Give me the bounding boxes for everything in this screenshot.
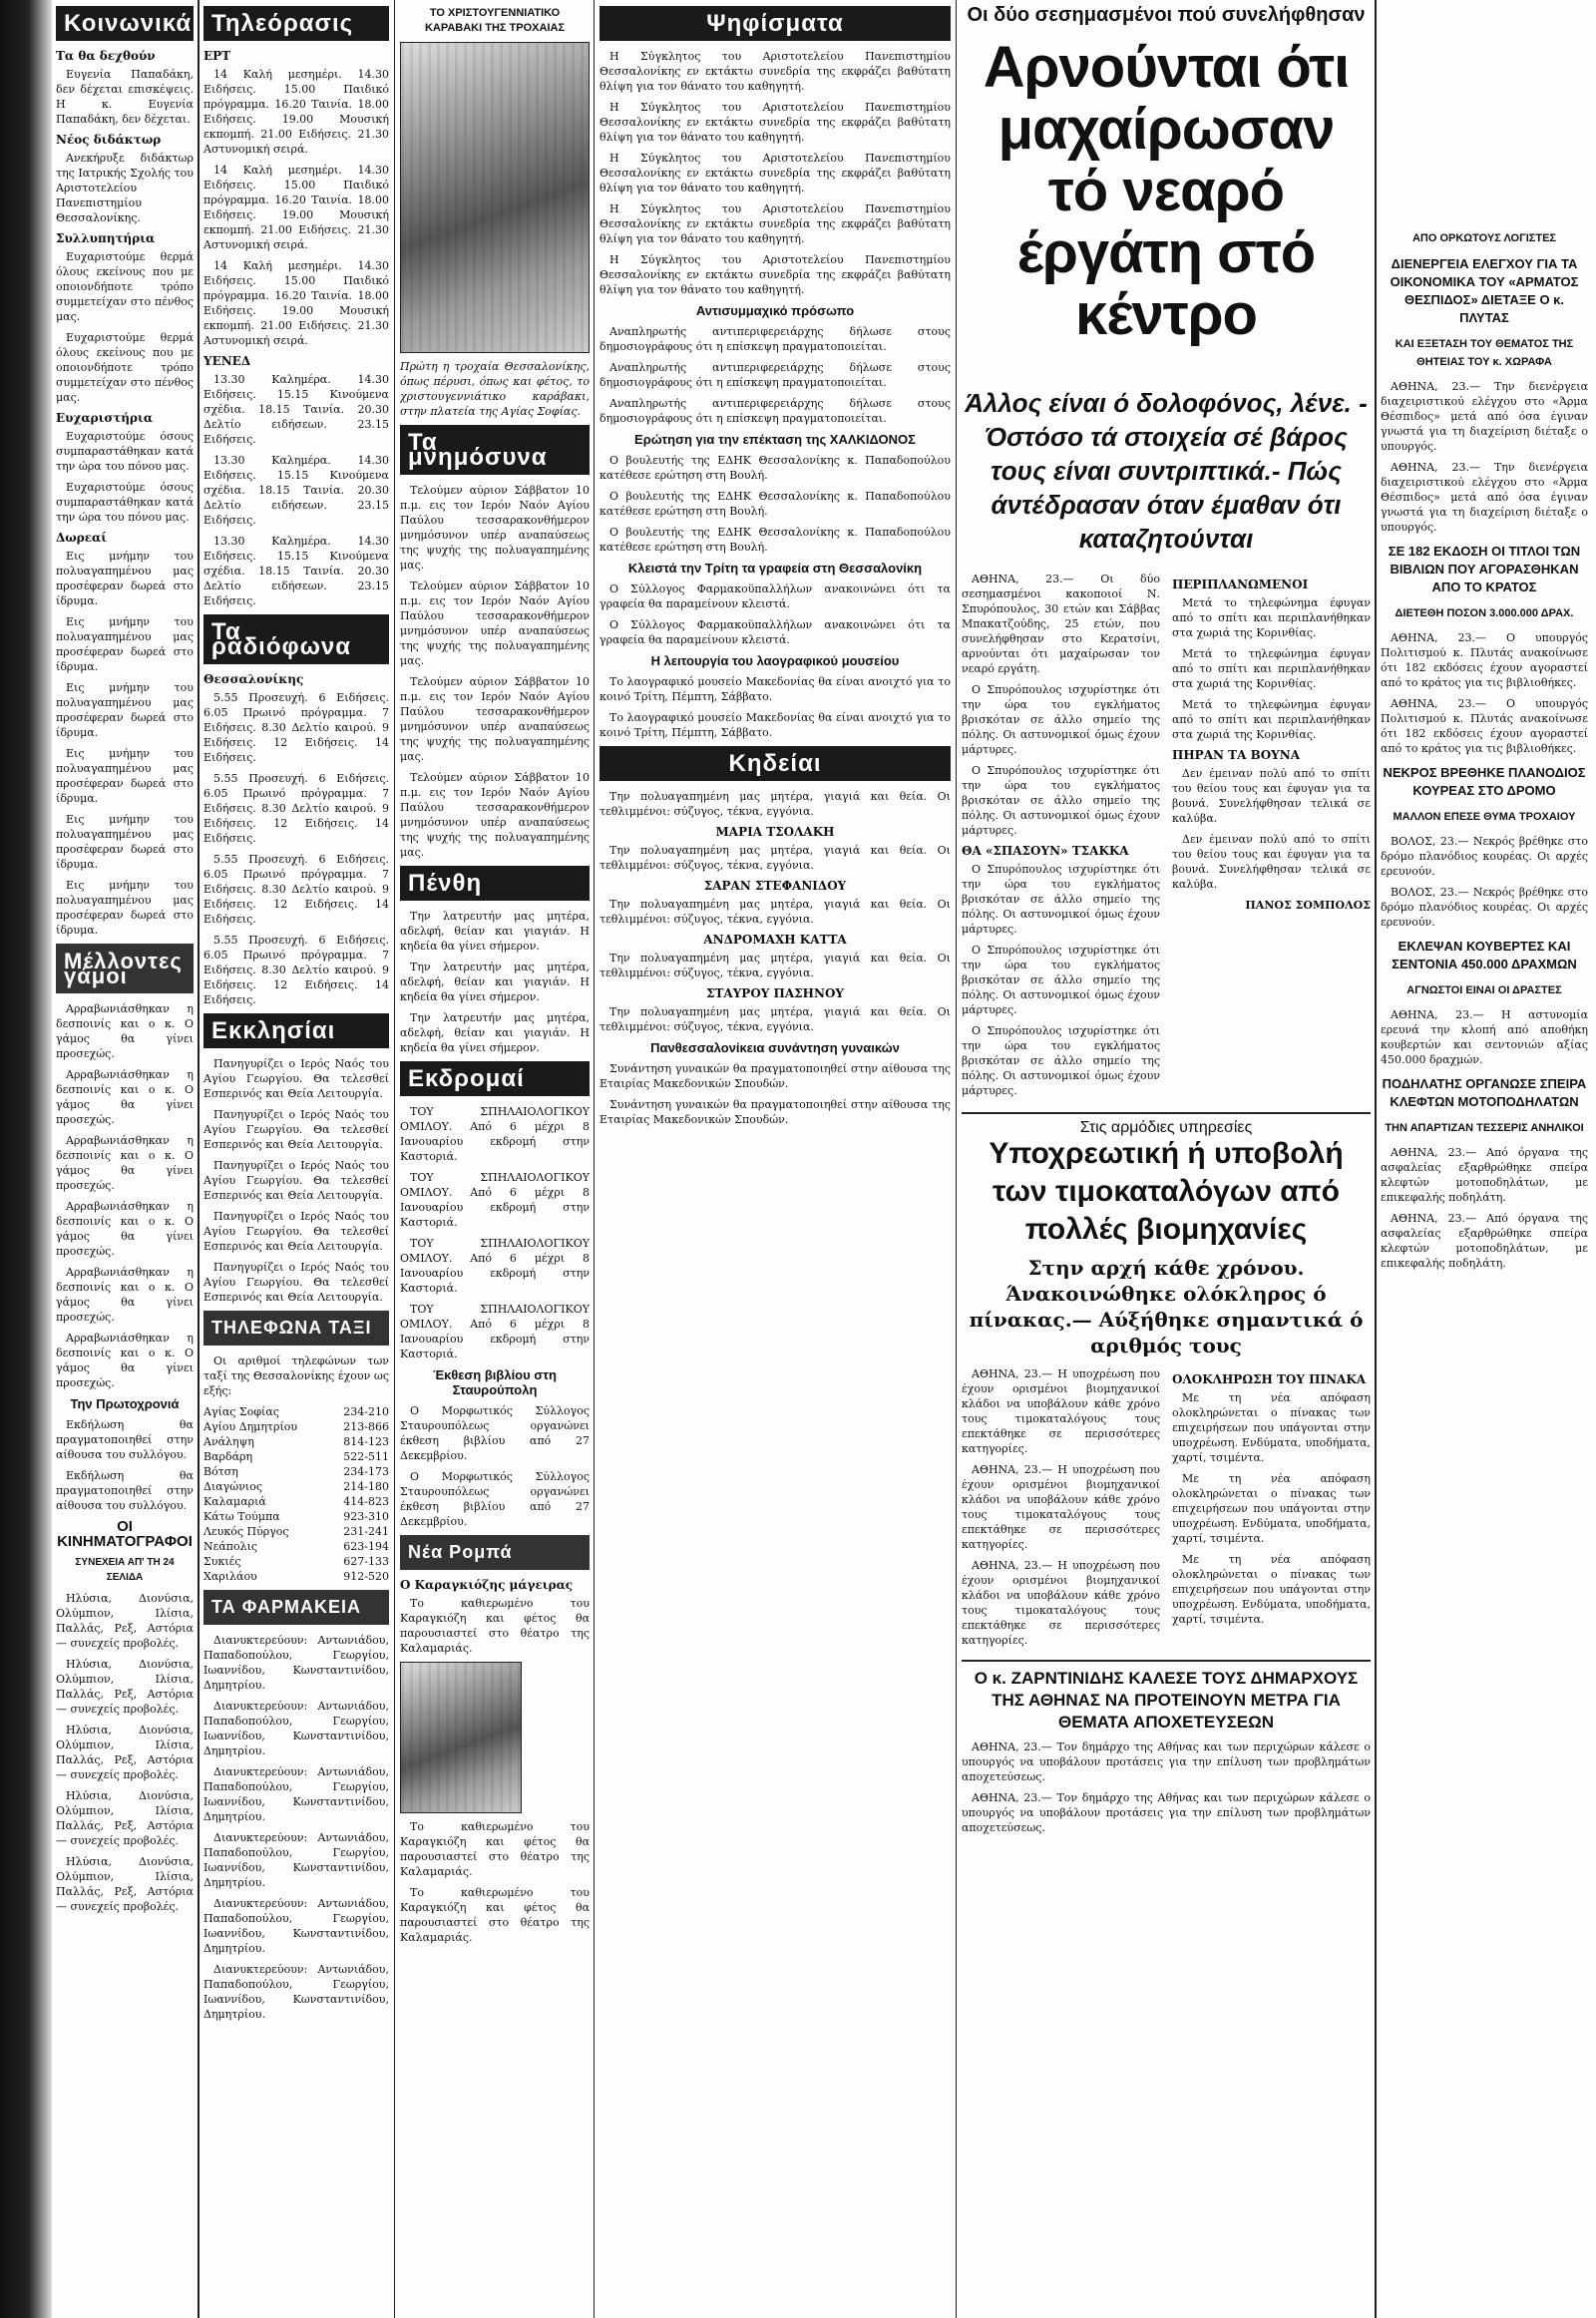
filler-text: Ο Σπυρόπουλος ισχυρίστηκε ότι την ώρα του εγκλήματος βρισκόταν σε άλλο σημείο της πόλης. Οι αστυνομικοί όμως έχουν μάρτυρες. bbox=[962, 764, 1160, 837]
mid-kicker: Στις αρμόδιες υπηρεσίες bbox=[1079, 1119, 1253, 1136]
filler-text: ΑΘΗΝΑ, 23.— Από όργανα της ασφαλείας εξαρθρώθηκε σπείρα κλεφτών μοτοποδηλάτων, με επικεφαλής ποδηλάτη. bbox=[1381, 1212, 1588, 1270]
sidebar-headline-1: ΔΙΕΝΕΡΓΕΙΑ ΕΛΕΓΧΟΥ ΓΙΑ ΤΑ ΟΙΚΟΝΟΜΙΚΑ ΤΟΥ «ΑΡΜΑΤΟΣ ΘΕΣΠΙΔΟΣ» ΔΙΕΤΑΞΕ Ο κ. ΠΛΥΤΑΣ bbox=[1390, 256, 1579, 325]
sidebar-headline-3: ΝΕΚΡΟΣ ΒΡΕΘΗΚΕ ΠΛΑΝΟΔΙΟΣ ΚΟΥΡΕΑΣ ΣΤΟ ΔΡΟΜΟ bbox=[1383, 765, 1586, 798]
filler-text: 5.55 Προσευχή. 6 Ειδήσεις. 6.05 Πρωινό πρόγραμμα. 7 Ειδήσεις. 8.30 Δελτίο καιρού. 9 Ειδήσεις. 12 Ειδήσεις. 14 Ειδήσεις. bbox=[203, 934, 389, 1006]
column-rule bbox=[1375, 0, 1377, 2318]
sidebar-text-2: ΑΘΗΝΑ, 23.— Ο υπουργός Πολιτισμού κ. Πλυτάς ανακοίνωσε ότι 182 εκδόσεις έχουν αγοραστεί από το κράτος για τις βιβλιοθήκες. bbox=[1381, 631, 1588, 689]
section-header-memorials: Τα μνημόσυνα bbox=[400, 425, 590, 475]
sidebar-sub-5: ΤΗΝ ΑΠΑΡΤΙΖΑΝ ΤΕΣΣΕΡΙΣ ΑΝΗΛΙΚΟΙ bbox=[1385, 1122, 1584, 1134]
filler-text: Την πολυαγαπημένη μας μητέρα, γιαγιά και θεία. Οι τεθλιμμένοι: σύζυγος, τέκνα, εγγόνια. bbox=[599, 952, 951, 979]
filler-text: Εις μνήμην του πολυαγαπημένου μας προσέφεραν δωρεά στο ίδρυμα. bbox=[56, 813, 194, 871]
mid-headline: Υποχρεωτική ή υποβολή των τιμοκαταλόγων από πολλές βιομηχανίες bbox=[989, 1137, 1344, 1246]
karagiozis-figure bbox=[400, 1662, 522, 1813]
donations-title: Δωρεαί bbox=[56, 531, 108, 545]
taxi-intro: Οι αριθμοί τηλεφώνων των ταξί της Θεσσαλονίκης έχουν ως εξής: bbox=[203, 1354, 389, 1397]
condolences-title: Συλλυπητήρια bbox=[56, 231, 156, 245]
section-header-excursions: Εκδρομαί bbox=[400, 1061, 590, 1096]
new-teacher-title: Νέος διδάκτωρ bbox=[56, 133, 162, 147]
filler-text: Αρραβωνιάσθηκαν η δεσποινίς και ο κ. Ο γάμος θα γίνει προσεχώς. bbox=[56, 1134, 194, 1192]
filler-text: Την πολυαγαπημένη μας μητέρα, γιαγιά και θεία. Οι τεθλιμμένοι: σύζυγος, τέκνα, εγγόνια. bbox=[599, 898, 951, 926]
filler-text: Τελούμεν αύριον Σάββατον 10 π.μ. εις τον Ιερόν Ναόν Αγίου Παύλου τεσσαρακονθήμερον μνημόσυνον υπέρ αναπαύσεως της ψυχής της πολυαγαπημένης μας. bbox=[400, 675, 590, 763]
lead-kicker: Οι δύο σεσημασμένοι πού συνελήφθησαν bbox=[967, 4, 1366, 26]
list-item: Αγίου Δημητρίου 213-866 bbox=[203, 1420, 389, 1433]
column-rule bbox=[594, 0, 595, 2318]
filler-text: Εκδήλωση θα πραγματοποιηθεί στην αίθουσα του συλλόγου. bbox=[56, 1469, 194, 1512]
question-text: Ο βουλευτής της ΕΔΗΚ Θεσσαλονίκης κ. Παπαδοπούλου κατέθεσε ερώτηση στη Βουλή. bbox=[599, 454, 951, 482]
lead-body-3: Δεν έμειναν πολύ από το σπίτι του θείου τους και έφυγαν για τα βουνά. Συνελήφθησαν τελικά σε καλύβα. bbox=[1172, 767, 1371, 825]
footer-text: ΑΘΗΝΑ, 23.— Τον δημάρχο της Αθήνας και των περιχώρων κάλεσε ο υπουργός να υποβάλουν προτάσεις για την επίλυση των προβλημάτων αποχετεύσεως. bbox=[962, 1740, 1371, 1783]
deceased-name: ΣΑΡΑΝ ΣΤΕΦΑΝΙΔΟΥ bbox=[703, 879, 847, 893]
filler-text: Αρραβωνιάσθηκαν η δεσποινίς και ο κ. Ο γάμος θα γίνει προσεχώς. bbox=[56, 1332, 194, 1389]
sidebar-text-4: ΑΘΗΝΑ, 23.— Η αστυνομία ερευνά την κλοπή από αποθήκη κουβερτών και σεντονιών αξίας 450.000 δραχμών. bbox=[1381, 1008, 1588, 1066]
filler-text: Ο Σύλλογος Φαρμακοϋπαλλήλων ανακοινώνει ότι τα γραφεία θα παραμείνουν κλειστά. bbox=[599, 618, 951, 646]
filler-text: Ο Σπυρόπουλος ισχυρίστηκε ότι την ώρα του εγκλήματος βρισκόταν σε άλλο σημείο της πόλης. Οι αστυνομικοί όμως έχουν μάρτυρες. bbox=[962, 944, 1160, 1016]
filler-text: ΑΘΗΝΑ, 23.— Η υποχρέωση που έχουν ορισμένοι βιομηχανικοί κλάδοι να υποβάλουν κάθε χρόνο τους τιμοκαταλόγους τους επεκτάθηκε σε περισσότερες κατηγορίες. bbox=[962, 1559, 1160, 1647]
column-3 bbox=[400, 0, 590, 2314]
christmas-boat-photo bbox=[400, 42, 590, 353]
filler-text: Την λατρευτήν μας μητέρα, αδελφή, θείαν και γιαγιάν. Η κηδεία θα γίνει σήμερον. bbox=[400, 1011, 590, 1054]
tv-listing: 14 Καλή μεσημέρι. 14.30 Ειδήσεις. 15.00 Παιδικό πρόγραμμα. 16.20 Ταινία. 18.00 Ειδήσεις. 19.00 Μουσική εκπομπή. 21.00 Ειδήσεις. 21.30 Αστυνομική σειρά. bbox=[203, 68, 389, 156]
filler-text: Ηλύσια, Διονύσια, Ολύμπιον, Ιλίσια, Παλλάς, Ρεξ, Αστόρια — συνεχείς προβολές. bbox=[56, 1855, 194, 1913]
list-item: Διαγώνιος 214-180 bbox=[203, 1480, 389, 1493]
sidebar-sub-4: ΑΓΝΩΣΤΟΙ ΕΙΝΑΙ ΟΙ ΔΡΑΣΤΕΣ bbox=[1406, 984, 1562, 996]
section-header-social: Κοινωνικά bbox=[56, 6, 194, 41]
funerals-text: Την πολυαγαπημένη μας μητέρα, γιαγιά και θεία. Οι τεθλιμμένοι: σύζυγος, τέκνα, εγγόνια. bbox=[599, 790, 951, 818]
mourning-text: Την λατρευτήν μας μητέρα, αδελφή, θείαν και γιαγιάν. Η κηδεία θα γίνει σήμερον. bbox=[400, 910, 590, 953]
lead-subhead-2: ΠΕΡΙΠΛΑΝΩΜΕΝΟΙ bbox=[1172, 578, 1309, 591]
protochronia-text: Εκδήλωση θα πραγματοποιηθεί στην αίθουσα του συλλόγου. bbox=[56, 1418, 194, 1461]
filler-text: Διανυκτερεύουν: Αντωνιάδου, Παπαδοπούλου, Γεωργίου, Ιωαννίδου, Κωνσταντινίδου, Δημητρίου. bbox=[203, 1765, 389, 1823]
karagiozis-title: Ο Καραγκιόζης μάγειρας bbox=[400, 1578, 574, 1592]
column-5-lead bbox=[962, 0, 1371, 2314]
filler-text: ΑΘΗΝΑ, 23.— Η υποχρέωση που έχουν ορισμένοι βιομηχανικοί κλάδοι να υποβάλουν κάθε χρόνο τους τιμοκαταλόγους τους επεκτάθηκε σε περισσότερες κατηγορίες. bbox=[962, 1463, 1160, 1551]
filler-text: Η Σύγκλητος του Αριστοτελείου Πανεπιστημίου Θεσσαλονίκης εν εκτάκτω συνεδρία της εκφράζει βαθύτατη θλίψη για τον θάνατο του καθηγητή. bbox=[599, 101, 951, 144]
filler-text: Ο βουλευτής της ΕΔΗΚ Θεσσαλονίκης κ. Παπαδοπούλου κατέθεσε ερώτηση στη Βουλή. bbox=[599, 490, 951, 518]
cinema-text: Ηλύσια, Διονύσια, Ολύμπιον, Ιλίσια, Παλλάς, Ρεξ, Αστόρια — συνεχείς προβολές. bbox=[56, 1592, 194, 1650]
mid-deck: Στην αρχή κάθε χρόνου. Άνακοινώθηκε ολόκληρος ό πίνακας.— Αύξήθηκε σημαντικά ό αριθμός τους bbox=[969, 1256, 1364, 1357]
question-title: Ερώτηση για την επέκταση της ΧΑΛΚΙΔΟΝΟΣ bbox=[634, 432, 916, 447]
filler-text: Αρραβωνιάσθηκαν η δεσποινίς και ο κ. Ο γάμος θα γίνει προσεχώς. bbox=[56, 1068, 194, 1126]
meeting-text: Αναπληρωτής αντιπεριφερειάρχης δήλωσε στους δημοσιογράφους ότι η επίσκεψη πραγματοποιείται. bbox=[599, 325, 951, 353]
sidebar-sub-1: ΚΑΙ ΕΞΕΤΑΣΗ ΤΟΥ ΘΕΜΑΤΟΣ ΤΗΣ ΘΗΤΕΙΑΣ ΤΟΥ κ. ΧΩΡΑΦΑ bbox=[1395, 338, 1574, 368]
filler-text: Τελούμεν αύριον Σάββατον 10 π.μ. εις τον Ιερόν Ναόν Αγίου Παύλου τεσσαρακονθήμερον μνημόσυνον υπέρ αναπαύσεως της ψυχής της πολυαγαπημένης μας. bbox=[400, 771, 590, 859]
filler-text: Ο βουλευτής της ΕΔΗΚ Θεσσαλονίκης κ. Παπαδοπούλου κατέθεσε ερώτηση στη Βουλή. bbox=[599, 526, 951, 554]
cinema-subheader: ΣΥΝΕΧΕΙΑ ΑΠ' ΤΗ 24 ΣΕΛΙΔΑ bbox=[75, 1557, 175, 1583]
photo-title: ΤΟ ΧΡΙΣΤΟΥΓΕΝΝΙΑΤΙΚΟ ΚΑΡΑΒΑΚΙ ΤΗΣ ΤΡΟΧΑΙΑΣ bbox=[424, 7, 566, 34]
filler-text: Η Σύγκλητος του Αριστοτελείου Πανεπιστημίου Θεσσαλονίκης εν εκτάκτω συνεδρία της εκφράζει βαθύτατη θλίψη για τον θάνατο του καθηγητή. bbox=[599, 152, 951, 194]
filler-text: Εις μνήμην του πολυαγαπημένου μας προσέφεραν δωρεά στο ίδρυμα. bbox=[56, 879, 194, 937]
closing-title: Κλειστά την Τρίτη τα γραφεία στη Θεσσαλονίκη bbox=[627, 561, 923, 576]
filler-text: Αρραβωνιάσθηκαν η δεσποινίς και ο κ. Ο γάμος θα γίνει προσεχώς. bbox=[56, 1266, 194, 1324]
list-item: Κάτω Τούμπα 923-310 bbox=[203, 1510, 389, 1523]
yened-channel: ΥΕΝΕΔ bbox=[203, 354, 251, 368]
column-rule bbox=[394, 0, 395, 2318]
protochronia-title: Την Πρωτοχρονιά bbox=[70, 1396, 180, 1411]
meeting-title: Αντισυμμαχικό πρόσωπο bbox=[695, 303, 855, 318]
filler-text: Ηλύσια, Διονύσια, Ολύμπιον, Ιλίσια, Παλλάς, Ρεξ, Αστόρια — συνεχείς προβολές. bbox=[56, 1789, 194, 1847]
filler-text: Την πολυαγαπημένη μας μητέρα, γιαγιά και θεία. Οι τεθλιμμένοι: σύζυγος, τέκνα, εγγόνια. bbox=[599, 844, 951, 872]
lead-body-2: Μετά το τηλεφώνημα έφυγαν από το σπίτι και περιπλανήθηκαν στα χωριά της Κορινθίας. bbox=[1172, 596, 1371, 639]
mid-article bbox=[962, 1112, 1371, 1654]
lead-deck: Άλλος είναι ό δολοφόνος, λένε. - Όστόσο τά στοιχεία σέ βάρος τους είναι συντριπτικά.- Πώς άντέδρασαν όταν έμαθαν ότι καταζητούνται bbox=[965, 388, 1368, 554]
filler-text: Το λαογραφικό μουσείο Μακεδονίας θα είναι ανοιχτό για το κοινό Τρίτη, Πέμπτη, Σάββατο. bbox=[599, 711, 951, 739]
book-fair-title: Έκθεση βιβλίου στη Σταυρούπολη bbox=[433, 1367, 557, 1397]
deceased-name: ΣΤΑΥΡΟΥ ΠΑΣΗΝΟΥ bbox=[706, 986, 844, 1000]
filler-text: Διανυκτερεύουν: Αντωνιάδου, Παπαδοπούλου, Γεωργίου, Ιωαννίδου, Κωνσταντινίδου, Δημητρίου. bbox=[203, 1831, 389, 1889]
thanks-title: Ευχαριστήρια bbox=[56, 411, 154, 425]
filler-text: Εις μνήμην του πολυαγαπημένου μας προσέφεραν δωρεά στο ίδρυμα. bbox=[56, 615, 194, 673]
column-4 bbox=[599, 0, 951, 2314]
list-item: Νεάπολις 623-194 bbox=[203, 1540, 389, 1553]
church-text: Πανηγυρίζει ο Ιερός Ναός του Αγίου Γεωργίου. Θα τελεσθεί Εσπερινός και Θεία Λειτουργία. bbox=[203, 1057, 389, 1100]
filler-text: Εις μνήμην του πολυαγαπημένου μας προσέφεραν δωρεά στο ίδρυμα. bbox=[56, 747, 194, 805]
section-header-decrees: Ψηφίσματα bbox=[599, 6, 951, 41]
cinema-header: ΟΙ ΚΙΝΗΜΑΤΟΓΡΑΦΟΙ bbox=[57, 1518, 193, 1550]
list-item: Χαριλάου 912-520 bbox=[203, 1570, 389, 1583]
radio-listing: 5.55 Προσευχή. 6 Ειδήσεις. 6.05 Πρωινό πρόγραμμα. 7 Ειδήσεις. 8.30 Δελτίο καιρού. 9 Ειδήσεις. 12 Ειδήσεις. 14 Ειδήσεις. bbox=[203, 691, 389, 764]
mid-subhead: ΟΛΟΚΛΗΡΩΣΗ ΤΟΥ ΠΙΝΑΚΑ bbox=[1172, 1372, 1367, 1386]
filler-text: ΑΘΗΝΑ, 23.— Ο υπουργός Πολιτισμού κ. Πλυτάς ανακοίνωσε ότι 182 εκδόσεις έχουν αγοραστεί από το κράτος για τις βιβλιοθήκες. bbox=[1381, 697, 1588, 755]
filler-text: 13.30 Καλημέρα. 14.30 Ειδήσεις. 15.15 Κινούμενα σχέδια. 18.15 Ταινία. 20.30 Δελτίο ειδήσεων. 23.15 Ειδήσεις. bbox=[203, 454, 389, 527]
footer-headline: Ο κ. ΖΑΡΝΤΙΝΙΔΗΣ ΚΑΛΕΣΕ ΤΟΥΣ ΔΗΜΑΡΧΟΥΣ ΤΗΣ ΑΘΗΝΑΣ ΝΑ ΠΡΟΤΕΙΝΟΥΝ ΜΕΤΡΑ ΓΙΑ ΘΕΜΑΤΑ ΑΠΟΧΕΤΕΥΣΕΩΝ bbox=[974, 1669, 1359, 1732]
list-item: Αγίας Σοφίας 234-210 bbox=[203, 1405, 389, 1418]
filler-text: ΑΘΗΝΑ, 23.— Τον δημάρχο της Αθήνας και των περιχώρων κάλεσε ο υπουργός να υποβάλουν προτάσεις για την επίλυση των προβλημάτων αποχετεύσεως. bbox=[962, 1791, 1371, 1834]
filler-text: Πανηγυρίζει ο Ιερός Ναός του Αγίου Γεωργίου. Θα τελεσθεί Εσπερινός και Θεία Λειτουργία. bbox=[203, 1261, 389, 1304]
book-fair-text: Ο Μορφωτικός Σύλλογος Σταυρουπόλεως οργανώνει έκθεση βιβλίου από 27 Δεκεμβρίου. bbox=[400, 1404, 590, 1462]
filler-text: Αναπληρωτής αντιπεριφερειάρχης δήλωσε στους δημοσιογράφους ότι η επίσκεψη πραγματοποιείται. bbox=[599, 397, 951, 425]
section-header-funerals: Κηδείαι bbox=[599, 746, 951, 781]
section-header-tv: Τηλεόρασις bbox=[203, 6, 389, 41]
photo-caption: Πρώτη η τροχαία Θεσσαλονίκης, όπως πέρυσι, όπως και φέτος, το χριστουγεννιάτικο καράβακι, στην πλατεία της Αγίας Σοφίας. bbox=[400, 360, 590, 418]
list-item: Ανάληψη 814-123 bbox=[203, 1435, 389, 1448]
filler-text: Ευχαριστούμε όσους συμπαραστάθηκαν κατά την ώρα του πόνου μας. bbox=[56, 481, 194, 524]
mid-body-2: Με τη νέα απόφαση ολοκληρώνεται ο πίνακας των επιχειρήσεων που υπάγονται στην υποχρέωση. Ενδύματα, υποδήματα, χαρτί, τσιμέντα. bbox=[1172, 1391, 1371, 1464]
births-title: Τα θα δεχθούν bbox=[56, 49, 156, 63]
thanks-text: Ευχαριστούμε όσους συμπαραστάθηκαν κατά την ώρα του πόνου μας. bbox=[56, 430, 194, 473]
filler-text: Η Σύγκλητος του Αριστοτελείου Πανεπιστημίου Θεσσαλονίκης εν εκτάκτω συνεδρία της εκφράζει βαθύτατη θλίψη για τον θάνατο του καθηγητή. bbox=[599, 202, 951, 245]
lead-paragraph: ΑΘΗΝΑ, 23.— Οι δύο σεσημασμένοι κακοποιοί Ν. Σπυρόπουλος, 30 ετών και Σάββας Μπακατζούδης, 25 ετών, που συνελήφθησαν στο Κερατσίνι, αρνούνται ότι μαχαίρωσαν τον νεαρό εργάτη. bbox=[962, 573, 1160, 675]
sidebar-headline-5: ΠΟΔΗΛΑΤΗΣ ΟΡΓΑΝΩΣΕ ΣΠΕΙΡΑ ΚΛΕΦΤΩΝ ΜΟΤΟΠΟΔΗΛΑΤΩΝ bbox=[1382, 1076, 1587, 1109]
filler-text: Πανηγυρίζει ο Ιερός Ναός του Αγίου Γεωργίου. Θα τελεσθεί Εσπερινός και Θεία Λειτουργία. bbox=[203, 1108, 389, 1151]
filler-text: Ευχαριστούμε θερμά όλους εκείνους που με οποιονδήποτε τρόπο συμμετείχαν στο πένθος μας. bbox=[56, 331, 194, 404]
column-2 bbox=[203, 0, 389, 2314]
deceased-name: ΜΑΡΙΑ ΤΣΟΛΑΚΗ bbox=[715, 825, 835, 839]
filler-text: Ο Σπυρόπουλος ισχυρίστηκε ότι την ώρα του εγκλήματος βρισκόταν σε άλλο σημείο της πόλης. Οι αστυνομικοί όμως έχουν μάρτυρες. bbox=[962, 1024, 1160, 1097]
sidebar-kicker-1: ΑΠΟ ΟΡΚΩΤΟΥΣ ΛΟΓΙΣΤΕΣ bbox=[1411, 232, 1557, 244]
filler-text: Διανυκτερεύουν: Αντωνιάδου, Παπαδοπούλου, Γεωργίου, Ιωαννίδου, Κωνσταντινίδου, Δημητρίου. bbox=[203, 1700, 389, 1757]
filler-text: 13.30 Καλημέρα. 14.30 Ειδήσεις. 15.15 Κινούμενα σχέδια. 18.15 Ταινία. 20.30 Δελτίο ειδήσεων. 23.15 Ειδήσεις. bbox=[203, 535, 389, 607]
section-header-mourning: Πένθη bbox=[400, 866, 590, 901]
lead-body-1: Ο Σπυρόπουλος ισχυρίστηκε ότι την ώρα του εγκλήματος βρισκόταν σε άλλο σημείο της πόλης. Οι αστυνομικοί όμως έχουν μάρτυρες. bbox=[962, 863, 1160, 936]
liturgy-title: Η λειτουργία του λαογραφικού μουσείου bbox=[650, 653, 900, 668]
decrees-text: Η Σύγκλητος του Αριστοτελείου Πανεπιστημίου Θεσσαλονίκης εν εκτάκτω συνεδρία της εκφράζει βαθύτατη θλίψη για τον θάνατο του καθηγητή. bbox=[599, 50, 951, 93]
footer-article bbox=[962, 1660, 1371, 1835]
filler-text: ΒΟΛΟΣ, 23.— Νεκρός βρέθηκε στο δρόμο πλανόδιος κουρέας. Οι αρχές ερευνούν. bbox=[1381, 886, 1588, 929]
section-header-radio: Τα ραδιόφωνα bbox=[203, 614, 389, 664]
filler-text: Την πολυαγαπημένη μας μητέρα, γιαγιά και θεία. Οι τεθλιμμένοι: σύζυγος, τέκνα, εγγόνια. bbox=[599, 1005, 951, 1033]
filler-text: Συνάντηση γυναικών θα πραγματοποιηθεί στην αίθουσα της Εταιρίας Μακεδονικών Σπουδών. bbox=[599, 1098, 951, 1126]
filler-text: Με τη νέα απόφαση ολοκληρώνεται ο πίνακας των επιχειρήσεων που υπάγονται στην υποχρέωση. Ενδύματα, υποδήματα, χαρτί, τσιμέντα. bbox=[1172, 1553, 1371, 1626]
pharmacy-text: Διανυκτερεύουν: Αντωνιάδου, Παπαδοπούλου, Γεωργίου, Ιωαννίδου, Κωνσταντινίδου, Δημητρίου. bbox=[203, 1634, 389, 1692]
donations-text: Εις μνήμην του πολυαγαπημένου μας προσέφεραν δωρεά στο ίδρυμα. bbox=[56, 550, 194, 607]
filler-text: 14 Καλή μεσημέρι. 14.30 Ειδήσεις. 15.00 Παιδικό πρόγραμμα. 16.20 Ταινία. 18.00 Ειδήσεις. 19.00 Μουσική εκπομπή. 21.00 Ειδήσεις. 21.30 Αστυνομική σειρά. bbox=[203, 259, 389, 347]
column-6-sidebar bbox=[1381, 0, 1588, 2314]
filler-text: Διανυκτερεύουν: Αντωνιάδου, Παπαδοπούλου, Γεωργίου, Ιωαννίδου, Κωνσταντινίδου, Δημητρίου. bbox=[203, 1963, 389, 2021]
filler-text: Μετά το τηλεφώνημα έφυγαν από το σπίτι και περιπλανήθηκαν στα χωριά της Κορινθίας. bbox=[1172, 647, 1371, 690]
filler-text: ΤΟΥ ΣΠΗΛΑΙΟΛΟΓΙΚΟΥ ΟΜΙΛΟΥ. Από 6 μέχρι 8 Ιανουαρίου εκδρομή στην Καστοριά. bbox=[400, 1303, 590, 1360]
filler-text: 5.55 Προσευχή. 6 Ειδήσεις. 6.05 Πρωινό πρόγραμμα. 7 Ειδήσεις. 8.30 Δελτίο καιρού. 9 Ειδήσεις. 12 Ειδήσεις. 14 Ειδήσεις. bbox=[203, 772, 389, 845]
excursion-text: ΤΟΥ ΣΠΗΛΑΙΟΛΟΓΙΚΟΥ ΟΜΙΛΟΥ. Από 6 μέχρι 8 Ιανουαρίου εκδρομή στην Καστοριά. bbox=[400, 1105, 590, 1163]
list-item: Καλαμαριά 414-823 bbox=[203, 1495, 389, 1508]
column-rule bbox=[956, 0, 957, 2318]
closing-text: Ο Σύλλογος Φαρμακοϋπαλλήλων ανακοινώνει ότι τα γραφεία θα παραμείνουν κλειστά. bbox=[599, 582, 951, 610]
lead-body bbox=[962, 572, 1371, 1104]
filler-text: Πανηγυρίζει ο Ιερός Ναός του Αγίου Γεωργίου. Θα τελεσθεί Εσπερινός και Θεία Λειτουργία. bbox=[203, 1210, 389, 1253]
filler-text: Διανυκτερεύουν: Αντωνιάδου, Παπαδοπούλου, Γεωργίου, Ιωαννίδου, Κωνσταντινίδου, Δημητρίου. bbox=[203, 1897, 389, 1955]
condolences-text: Ευχαριστούμε θερμά όλους εκείνους που με οποιονδήποτε τρόπο συμμετείχαν στο πένθος μας. bbox=[56, 250, 194, 323]
filler-text: Ηλύσια, Διονύσια, Ολύμπιον, Ιλίσια, Παλλάς, Ρεξ, Αστόρια — συνεχείς προβολές. bbox=[56, 1724, 194, 1781]
yened-listing: 13.30 Καλημέρα. 14.30 Ειδήσεις. 15.15 Κινούμενα σχέδια. 18.15 Ταινία. 20.30 Δελτίο ειδήσεων. 23.15 Ειδήσεις. bbox=[203, 373, 389, 446]
sidebar-headline-4: ΕΚΛΕΨΑΝ ΚΟΥΒΕΡΤΕΣ ΚΑΙ ΣΕΝΤΟΝΙΑ 450.000 ΔΡΑΧΜΩΝ bbox=[1392, 939, 1577, 971]
liturgy-text: Το λαογραφικό μουσείο Μακεδονίας θα είναι ανοιχτό για το κοινό Τρίτη, Πέμπτη, Σάββατο. bbox=[599, 675, 951, 703]
radio-city: Θεσσαλονίκης bbox=[203, 672, 304, 686]
filler-text: Με τη νέα απόφαση ολοκληρώνεται ο πίνακας των επιχειρήσεων που υπάγονται στην υποχρέωση. Ενδύματα, υποδήματα, χαρτί, τσιμέντα. bbox=[1172, 1472, 1371, 1545]
scan-binding-edge bbox=[0, 0, 52, 2318]
women-meeting-title: Πανθεσσαλονίκεια συνάντηση γυναικών bbox=[650, 1040, 900, 1055]
karagiozis-text: Το καθιερωμένο του Καραγκιόζη και φέτος θα παρουσιαστεί στο θέατρο της Καλαμαριάς. bbox=[400, 1597, 590, 1655]
lead-subhead-3: ΠΗΡΑΝ ΤΑ ΒΟΥΝΑ bbox=[1172, 748, 1301, 762]
section-header-weddings: Μέλλοντες γάμοι bbox=[56, 944, 194, 993]
filler-text: Πανηγυρίζει ο Ιερός Ναός του Αγίου Γεωργίου. Θα τελεσθεί Εσπερινός και Θεία Λειτουργία. bbox=[203, 1159, 389, 1202]
women-meeting-text: Συνάντηση γυναικών θα πραγματοποιηθεί στην αίθουσα της Εταιρίας Μακεδονικών Σπουδών. bbox=[599, 1062, 951, 1090]
filler-text: Ο Σπυρόπουλος ισχυρίστηκε ότι την ώρα του εγκλήματος βρισκόταν σε άλλο σημείο της πόλης. Οι αστυνομικοί όμως έχουν μάρτυρες. bbox=[962, 683, 1160, 756]
new-teacher-text: Ανεκήρυξε διδάκτωρ της Ιατρικής Σχολής του Αριστοτελείου Πανεπιστημίου Θεσσαλονίκης. bbox=[56, 152, 194, 224]
sidebar-text-1: ΑΘΗΝΑ, 23.— Την διενέργεια διαχειριστικού ελέγχου στο «Άρμα Θέσπιδος» μετά από όσα έγιναν γνωστά για τη διαχείριση διέταξε ο υπουργός. bbox=[1381, 380, 1588, 453]
section-header-pharmacy: ΤΑ ΦΑΡΜΑΚΕΙΑ bbox=[203, 1590, 389, 1625]
list-item: Βαρδάρη 522-511 bbox=[203, 1450, 389, 1463]
list-item: Συκιές 627-133 bbox=[203, 1555, 389, 1568]
filler-text: 14 Καλή μεσημέρι. 14.30 Ειδήσεις. 15.00 Παιδικό πρόγραμμα. 16.20 Ταινία. 18.00 Ειδήσεις. 19.00 Μουσική εκπομπή. 21.00 Ειδήσεις. 21.30 Αστυνομική σειρά. bbox=[203, 164, 389, 251]
filler-text: Ηλύσια, Διονύσια, Ολύμπιον, Ιλίσια, Παλλάς, Ρεξ, Αστόρια — συνεχείς προβολές. bbox=[56, 1658, 194, 1716]
taxi-phone-list bbox=[203, 1404, 389, 1584]
sidebar-sub-2: ΔΙΕΤΕΘΗ ΠΟΣΟΝ 3.000.000 ΔΡΑΧ. bbox=[1395, 607, 1574, 619]
filler-text: Το καθιερωμένο του Καραγκιόζη και φέτος θα παρουσιαστεί στο θέατρο της Καλαμαριάς. bbox=[400, 1886, 590, 1944]
filler-text: Τελούμεν αύριον Σάββατον 10 π.μ. εις τον Ιερόν Ναόν Αγίου Παύλου τεσσαρακονθήμερον μνημόσυνον υπέρ αναπαύσεως της ψυχής της πολυαγαπημένης μας. bbox=[400, 580, 590, 667]
filler-text: Η Σύγκλητος του Αριστοτελείου Πανεπιστημίου Θεσσαλονίκης εν εκτάκτω συνεδρία της εκφράζει βαθύτατη θλίψη για τον θάνατο του καθηγητή. bbox=[599, 253, 951, 296]
byline: ΠΑΝΟΣ ΣΟΜΠΟΛΟΣ bbox=[1245, 899, 1371, 912]
filler-text: ΤΟΥ ΣΠΗΛΑΙΟΛΟΓΙΚΟΥ ΟΜΙΛΟΥ. Από 6 μέχρι 8 Ιανουαρίου εκδρομή στην Καστοριά. bbox=[400, 1171, 590, 1229]
filler-text: Δεν έμειναν πολύ από το σπίτι του θείου τους και έφυγαν για τα βουνά. Συνελήφθησαν τελικά σε καλύβα. bbox=[1172, 833, 1371, 891]
filler-text: 5.55 Προσευχή. 6 Ειδήσεις. 6.05 Πρωινό πρόγραμμα. 7 Ειδήσεις. 8.30 Δελτίο καιρού. 9 Ειδήσεις. 12 Ειδήσεις. 14 Ειδήσεις. bbox=[203, 853, 389, 926]
column-rule bbox=[198, 0, 200, 2318]
sidebar-text-3: ΒΟΛΟΣ, 23.— Νεκρός βρέθηκε στο δρόμο πλανόδιος κουρέας. Οι αρχές ερευνούν. bbox=[1381, 835, 1588, 878]
filler-text: Αρραβωνιάσθηκαν η δεσποινίς και ο κ. Ο γάμος θα γίνει προσεχώς. bbox=[56, 1200, 194, 1258]
column-1 bbox=[56, 0, 194, 2314]
list-item: Λευκός Πύργος 231-241 bbox=[203, 1525, 389, 1538]
sidebar-sub-3: ΜΑΛΛΟΝ ΕΠΕΣΕ ΘΥΜΑ ΤΡΟΧΑΙΟΥ bbox=[1393, 811, 1576, 823]
tv-channel: ΕΡΤ bbox=[203, 49, 231, 63]
section-header-church: Εκκλησίαι bbox=[203, 1013, 389, 1048]
sidebar-text-5: ΑΘΗΝΑ, 23.— Από όργανα της ασφαλείας εξαρθρώθηκε σπείρα κλεφτών μοτοποδηλάτων, με επικεφαλής ποδηλάτη. bbox=[1381, 1146, 1588, 1204]
filler-text: Εις μνήμην του πολυαγαπημένου μας προσέφεραν δωρεά στο ίδρυμα. bbox=[56, 681, 194, 739]
filler-text: Αναπληρωτής αντιπεριφερειάρχης δήλωσε στους δημοσιογράφους ότι η επίσκεψη πραγματοποιείται. bbox=[599, 361, 951, 389]
filler-text: Την λατρευτήν μας μητέρα, αδελφή, θείαν και γιαγιάν. Η κηδεία θα γίνει σήμερον. bbox=[400, 961, 590, 1003]
births-text: Ευγενία Παπαδάκη, δεν δέχεται επισκέψεις. Η κ. Ευγενία Παπαδάκη, δεν δέχεται. bbox=[56, 68, 194, 126]
sidebar-headline-2: ΣΕ 182 ΕΚΔΟΣΗ ΟΙ ΤΙΤΛΟΙ ΤΩΝ ΒΙΒΛΙΩΝ ΠΟΥ ΑΓΟΡΑΣΘΗΚΑΝ ΑΠΟ ΤΟ ΚΡΑΤΟΣ bbox=[1388, 544, 1581, 594]
brand-logo: Νέα Ρομπά bbox=[400, 1535, 590, 1570]
filler-text: ΤΟΥ ΣΠΗΛΑΙΟΛΟΓΙΚΟΥ ΟΜΙΛΟΥ. Από 6 μέχρι 8 Ιανουαρίου εκδρομή στην Καστοριά. bbox=[400, 1237, 590, 1295]
memorial-text: Τελούμεν αύριον Σάββατον 10 π.μ. εις τον Ιερόν Ναόν Αγίου Παύλου τεσσαρακονθήμερον μνημόσυνον υπέρ αναπαύσεως της ψυχής της πολυαγαπημένης μας. bbox=[400, 484, 590, 572]
section-header-taxi: ΤΗΛΕΦΩΝΑ ΤΑΞΙ bbox=[203, 1311, 389, 1346]
filler-text: Το καθιερωμένο του Καραγκιόζη και φέτος θα παρουσιαστεί στο θέατρο της Καλαμαριάς. bbox=[400, 1820, 590, 1878]
filler-text: Μετά το τηλεφώνημα έφυγαν από το σπίτι και περιπλανήθηκαν στα χωριά της Κορινθίας. bbox=[1172, 698, 1371, 741]
lead-subhead-1: ΘΑ «ΣΠΑΣΟΥΝ» ΤΣΑΚΚΑ bbox=[962, 844, 1129, 858]
mid-body: ΑΘΗΝΑ, 23.— Η υποχρέωση που έχουν ορισμένοι βιομηχανικοί κλάδοι να υποβάλουν κάθε χρόνο τους τιμοκαταλόγους τους επεκτάθηκε σε περισσότερες κατηγορίες. bbox=[962, 1367, 1160, 1455]
filler-text: Ο Μορφωτικός Σύλλογος Σταυρουπόλεως οργανώνει έκθεση βιβλίου από 27 Δεκεμβρίου. bbox=[400, 1470, 590, 1528]
list-item: Βότση 234-173 bbox=[203, 1465, 389, 1478]
lead-headline: Αρνούνται ότι μαχαίρωσαν τό νεαρό έργάτη στό κέντρο bbox=[983, 35, 1350, 347]
filler-text: ΑΘΗΝΑ, 23.— Την διενέργεια διαχειριστικού ελέγχου στο «Άρμα Θέσπιδος» μετά από όσα έγιναν γνωστά για τη διαχείριση διέταξε ο υπουργός. bbox=[1381, 461, 1588, 534]
weddings-text: Αρραβωνιάσθηκαν η δεσποινίς και ο κ. Ο γάμος θα γίνει προσεχώς. bbox=[56, 1002, 194, 1060]
deceased-name: ΑΝΔΡΟΜΑΧΗ ΚΑΤΤΑ bbox=[703, 933, 847, 947]
